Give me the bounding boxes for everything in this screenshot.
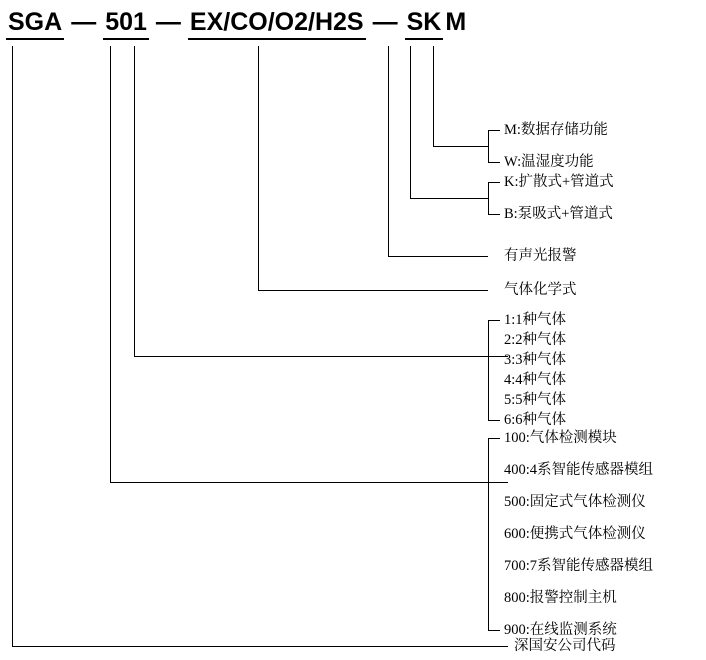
leader-line-gascount-horizontal	[134, 356, 508, 357]
series-item-label-5: 800:报警控制主机	[504, 590, 617, 606]
leader-line-alarm-vertical	[388, 46, 389, 256]
code-segment-sk: SK	[405, 8, 444, 40]
leader-line-sga-horizontal	[12, 646, 508, 647]
company-item-label-0: 深国安公司代码	[514, 638, 616, 654]
code-segment-501: 501	[103, 8, 149, 40]
leader-line-sampling-horizontal	[410, 198, 488, 199]
bracket-memory-tick-top	[488, 130, 500, 131]
gascount-item-label-5: 6:6种气体	[504, 412, 567, 428]
leader-line-501-vertical	[110, 46, 111, 482]
bracket-sampling-tick-bottom	[488, 214, 500, 215]
series-item-label-3: 600:便携式气体检测仪	[504, 526, 646, 542]
bracket-series-vertical	[488, 438, 489, 630]
leader-line-sga-vertical	[12, 46, 13, 646]
gascount-item-label-4: 5:5种气体	[504, 392, 567, 408]
bracket-sampling-tick-top	[488, 182, 500, 183]
bracket-gascount-tick-top	[488, 320, 500, 321]
code-separator-3: —	[372, 8, 398, 36]
bracket-series-tick-top	[488, 438, 500, 439]
code-segment-gases: EX/CO/O2/H2S	[188, 8, 366, 40]
series-item-label-2: 500:固定式气体检测仪	[504, 494, 646, 510]
leader-line-principle-horizontal	[258, 290, 488, 291]
leader-line-memory-vertical	[433, 46, 434, 146]
gascount-item-label-1: 2:2种气体	[504, 332, 567, 348]
gascount-item-label-2: 3:3种气体	[504, 352, 567, 368]
leader-line-501-horizontal	[110, 482, 508, 483]
code-segment-sga: SGA	[6, 8, 64, 40]
bracket-gascount-tick-bottom	[488, 420, 500, 421]
bracket-memory-tick-bottom	[488, 162, 500, 163]
model-code-line	[6, 8, 468, 40]
alarm-item-label-0: 有声光报警	[504, 248, 577, 264]
leader-line-gascount-vertical	[134, 46, 135, 356]
bracket-memory-vertical	[488, 130, 489, 162]
bracket-series-tick-bottom	[488, 630, 500, 631]
leader-line-memory-horizontal	[433, 146, 488, 147]
principle-item-label-0: 气体化学式	[504, 282, 577, 298]
leader-line-alarm-horizontal	[388, 256, 488, 257]
bracket-gascount-vertical	[488, 320, 489, 420]
bracket-sampling-vertical	[488, 182, 489, 214]
series-item-label-4: 700:7系智能传感器模组	[504, 558, 654, 574]
gascount-item-label-0: 1:1种气体	[504, 312, 567, 328]
gascount-item-label-3: 4:4种气体	[504, 372, 567, 388]
memory-item-label-0: M:数据存储功能	[504, 122, 608, 138]
code-separator-1: —	[71, 8, 97, 36]
series-item-label-0: 100:气体检测模块	[504, 430, 617, 446]
memory-item-label-1: W:温湿度功能	[504, 154, 594, 170]
series-item-label-1: 400:4系智能传感器模组	[504, 462, 654, 478]
series-item-label-6: 900:在线监测系统	[504, 622, 617, 638]
sampling-item-label-1: B:泵吸式+管道式	[504, 206, 613, 222]
leader-line-principle-vertical	[258, 46, 259, 290]
code-separator-2: —	[155, 8, 181, 36]
sampling-item-label-0: K:扩散式+管道式	[504, 174, 614, 190]
leader-line-sampling-vertical	[410, 46, 411, 198]
code-segment-m: M	[445, 8, 467, 36]
